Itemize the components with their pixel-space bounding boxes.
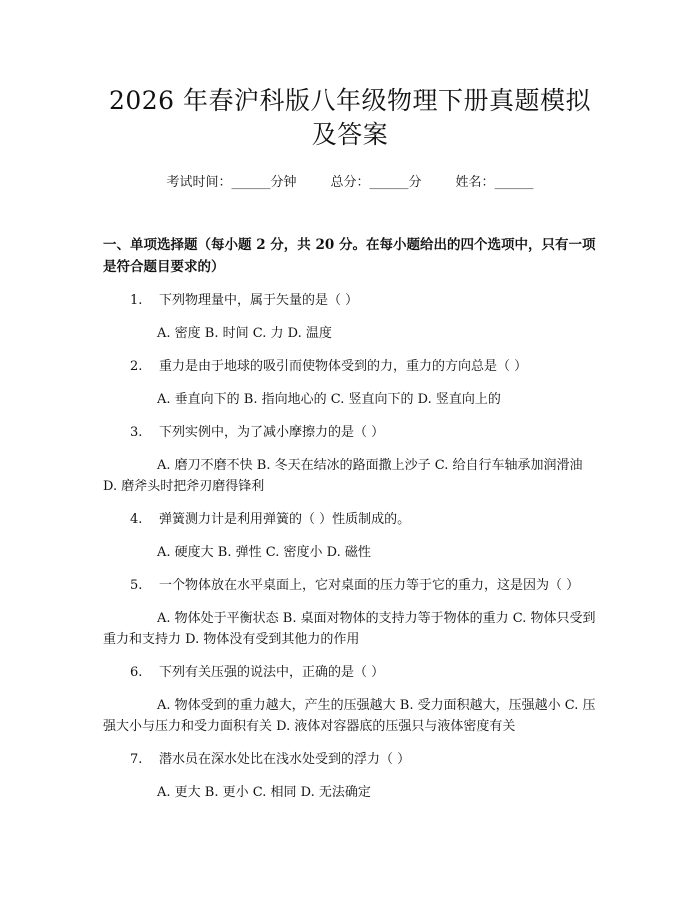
- question-number: 3.: [130, 425, 143, 440]
- question-1: [103, 290, 597, 344]
- question-7: [103, 749, 597, 803]
- question-options: A. 物体处于平衡状态 B. 桌面对物体的支持力等于物体的重力 C. 物体只受到重力和支持力 D. 物体没有受到其他力的作用: [103, 611, 596, 647]
- question-3: [103, 422, 597, 497]
- question-2: [103, 356, 597, 410]
- question-number: 5.: [130, 578, 143, 593]
- student-name-field: 姓名：______: [455, 175, 534, 190]
- question-stem: 一个物体放在水平桌面上，它对桌面的压力等于它的重力，这是因为（ ）: [159, 578, 580, 593]
- question-number: 7.: [130, 752, 143, 767]
- question-stem: 潜水员在深水处比在浅水处受到的浮力（ ）: [159, 752, 411, 767]
- document-title: 2026 年春沪科版八年级物理下册真题模拟及答案: [108, 86, 592, 149]
- question-4: [103, 509, 597, 563]
- section-header: 一、单项选择题（每小题 2 分，共 20 分。在每小题给出的四个选项中，只有一项是符合题目要求的）: [103, 237, 596, 275]
- question-options: A. 物体受到的重力越大，产生的压强越大 B. 受力面积越大，压强越小 C. 压强大小与压力和受力面积有关 D. 液体对容器底的压强只与液体密度有关: [103, 698, 596, 734]
- exam-info-line: [103, 174, 597, 192]
- question-options: A. 更大 B. 更小 C. 相同 D. 无法确定: [157, 785, 371, 800]
- question-number: 2.: [130, 359, 143, 374]
- question-6: [103, 662, 597, 737]
- question-stem: 下列实例中，为了减小摩擦力的是（ ）: [159, 425, 385, 440]
- question-options: A. 密度 B. 时间 C. 力 D. 温度: [157, 326, 332, 341]
- question-options: A. 磨刀不磨不快 B. 冬天在结冰的路面撒上沙子 C. 给自行车轴承加润滑油 D. 磨斧头时把斧刃磨得锋利: [103, 458, 583, 494]
- question-stem: 下列物理量中，属于矢量的是（ ）: [159, 293, 359, 308]
- question-5: [103, 575, 597, 650]
- question-stem: 重力是由于地球的吸引而使物体受到的力，重力的方向总是（ ）: [159, 359, 528, 374]
- question-number: 6.: [130, 665, 143, 680]
- question-list: [103, 290, 597, 803]
- question-number: 1.: [130, 293, 143, 308]
- question-options: A. 硬度大 B. 弹性 C. 密度小 D. 磁性: [157, 545, 371, 560]
- question-options: A. 垂直向下的 B. 指向地心的 C. 竖直向下的 D. 竖直向上的: [157, 392, 501, 407]
- exam-time-field: 考试时间：______分钟: [166, 175, 297, 190]
- question-stem: 下列有关压强的说法中，正确的是（ ）: [159, 665, 385, 680]
- question-number: 4.: [130, 512, 143, 527]
- question-stem: 弹簧测力计是利用弹簧的（ ）性质制成的。: [159, 512, 411, 527]
- total-score-field: 总分：______分: [330, 175, 422, 190]
